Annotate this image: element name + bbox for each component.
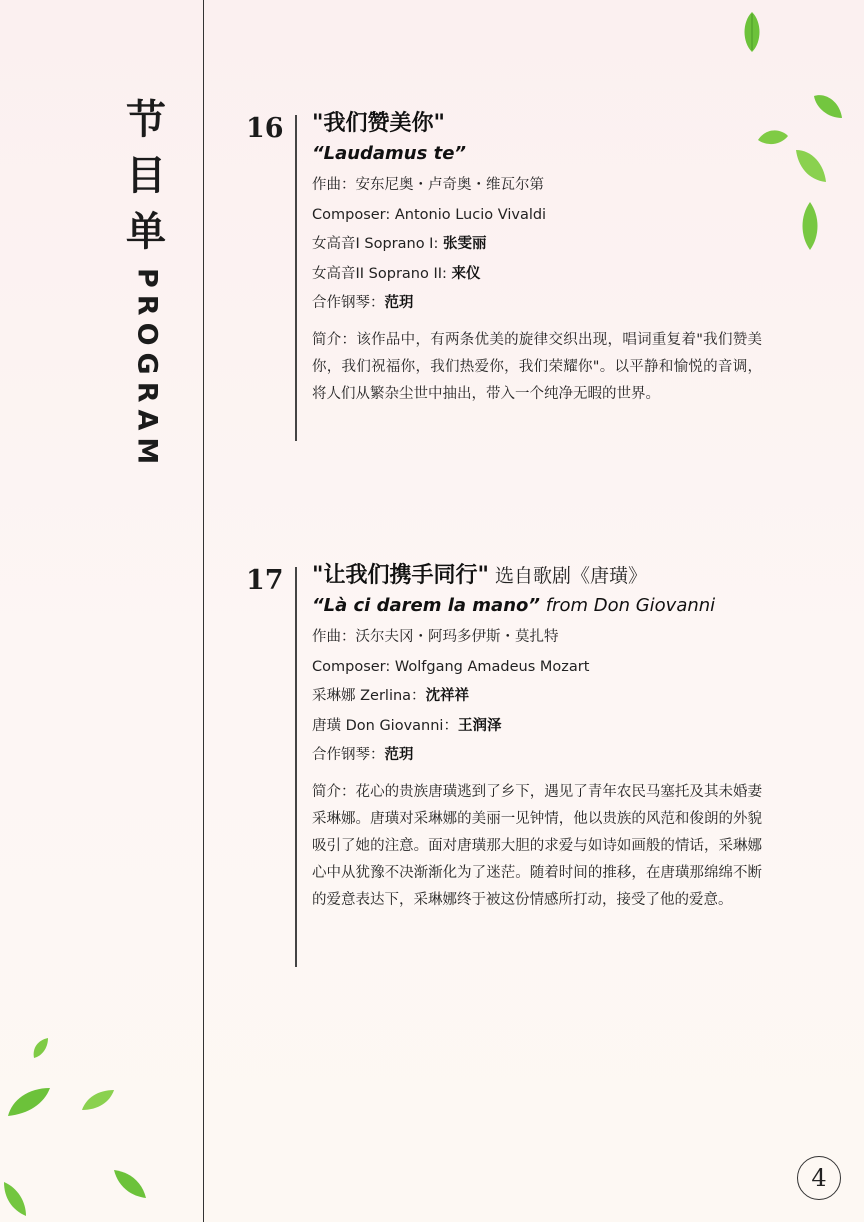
item-number: 16 — [246, 113, 284, 144]
item-description: 简介：该作品中，有两条优美的旋律交织出现，唱词重复着"我们赞美你，我们祝福你，我们热爱你，我们荣耀你"。以平静和愉悦的音调，将人们从繁杂尘世中抽出，带入一个纯净无暇的世界。 — [312, 331, 762, 402]
leaf-icon — [812, 92, 844, 122]
performer-line: 女高音II Soprano II: 来仪 — [312, 265, 481, 282]
sidebar-title — [118, 92, 174, 475]
item-title-cn: "我们赞美你" — [312, 111, 445, 136]
performer-line: 女高音I Soprano I: 张雯丽 — [312, 236, 487, 252]
leaf-icon — [2, 1180, 28, 1218]
pianist-line: 合作钢琴：范玥 — [312, 747, 414, 763]
composer-en: Composer: Antonio Lucio Vivaldi — [312, 206, 547, 223]
sidebar-divider — [203, 0, 204, 1222]
item-title-cn: "让我们携手同行" 选自歌剧《唐璜》 — [312, 563, 647, 588]
item-divider — [295, 567, 297, 967]
leaf-icon — [798, 200, 822, 252]
page-number: 4 — [797, 1156, 841, 1200]
sidebar-title-cn: 节 目 单 — [126, 97, 166, 255]
pianist-line: 合作钢琴：范玥 — [312, 295, 414, 311]
item-number: 17 — [246, 565, 284, 596]
sidebar-title-en: PROGRAM — [131, 268, 163, 472]
item-body — [312, 561, 772, 914]
item-title-original: “Là ci darem la mano” from Don Giovanni — [312, 595, 716, 616]
leaf-icon — [30, 1036, 50, 1060]
composer-cn: 作曲：安东尼奥・卢奇奥・维瓦尔第 — [312, 177, 544, 193]
item-body — [312, 109, 772, 408]
leaf-icon — [794, 148, 828, 184]
leaf-icon — [112, 1168, 148, 1200]
leaf-icon — [738, 10, 766, 54]
performer-line: 唐璜 Don Giovanni：王润泽 — [312, 717, 502, 734]
performer-line: 采琳娜 Zerlina：沈祥祥 — [312, 688, 470, 704]
item-description: 简介：花心的贵族唐璜逃到了乡下，遇见了青年农民马塞托及其未婚妻采琳娜。唐璜对采琳娜的美丽一见钟情，他以贵族的风范和俊朗的外貌吸引了她的注意。面对唐璜那大胆的求爱与如诗如画般的情话，采琳娜心中从犹豫不决渐渐化为了迷茫。随着时间的推移，在唐璜那绵绵不断的爱意表达下，采琳娜终于被这份情感所打动，接受了他的爱意。 — [312, 783, 762, 908]
leaf-icon — [6, 1086, 52, 1118]
item-divider — [295, 115, 297, 441]
leaf-icon — [80, 1088, 116, 1112]
composer-en: Composer: Wolfgang Amadeus Mozart — [312, 658, 590, 675]
composer-cn: 作曲：沃尔夫冈・阿玛多伊斯・莫扎特 — [312, 629, 559, 645]
item-title-original: “Laudamus te” — [312, 143, 467, 164]
